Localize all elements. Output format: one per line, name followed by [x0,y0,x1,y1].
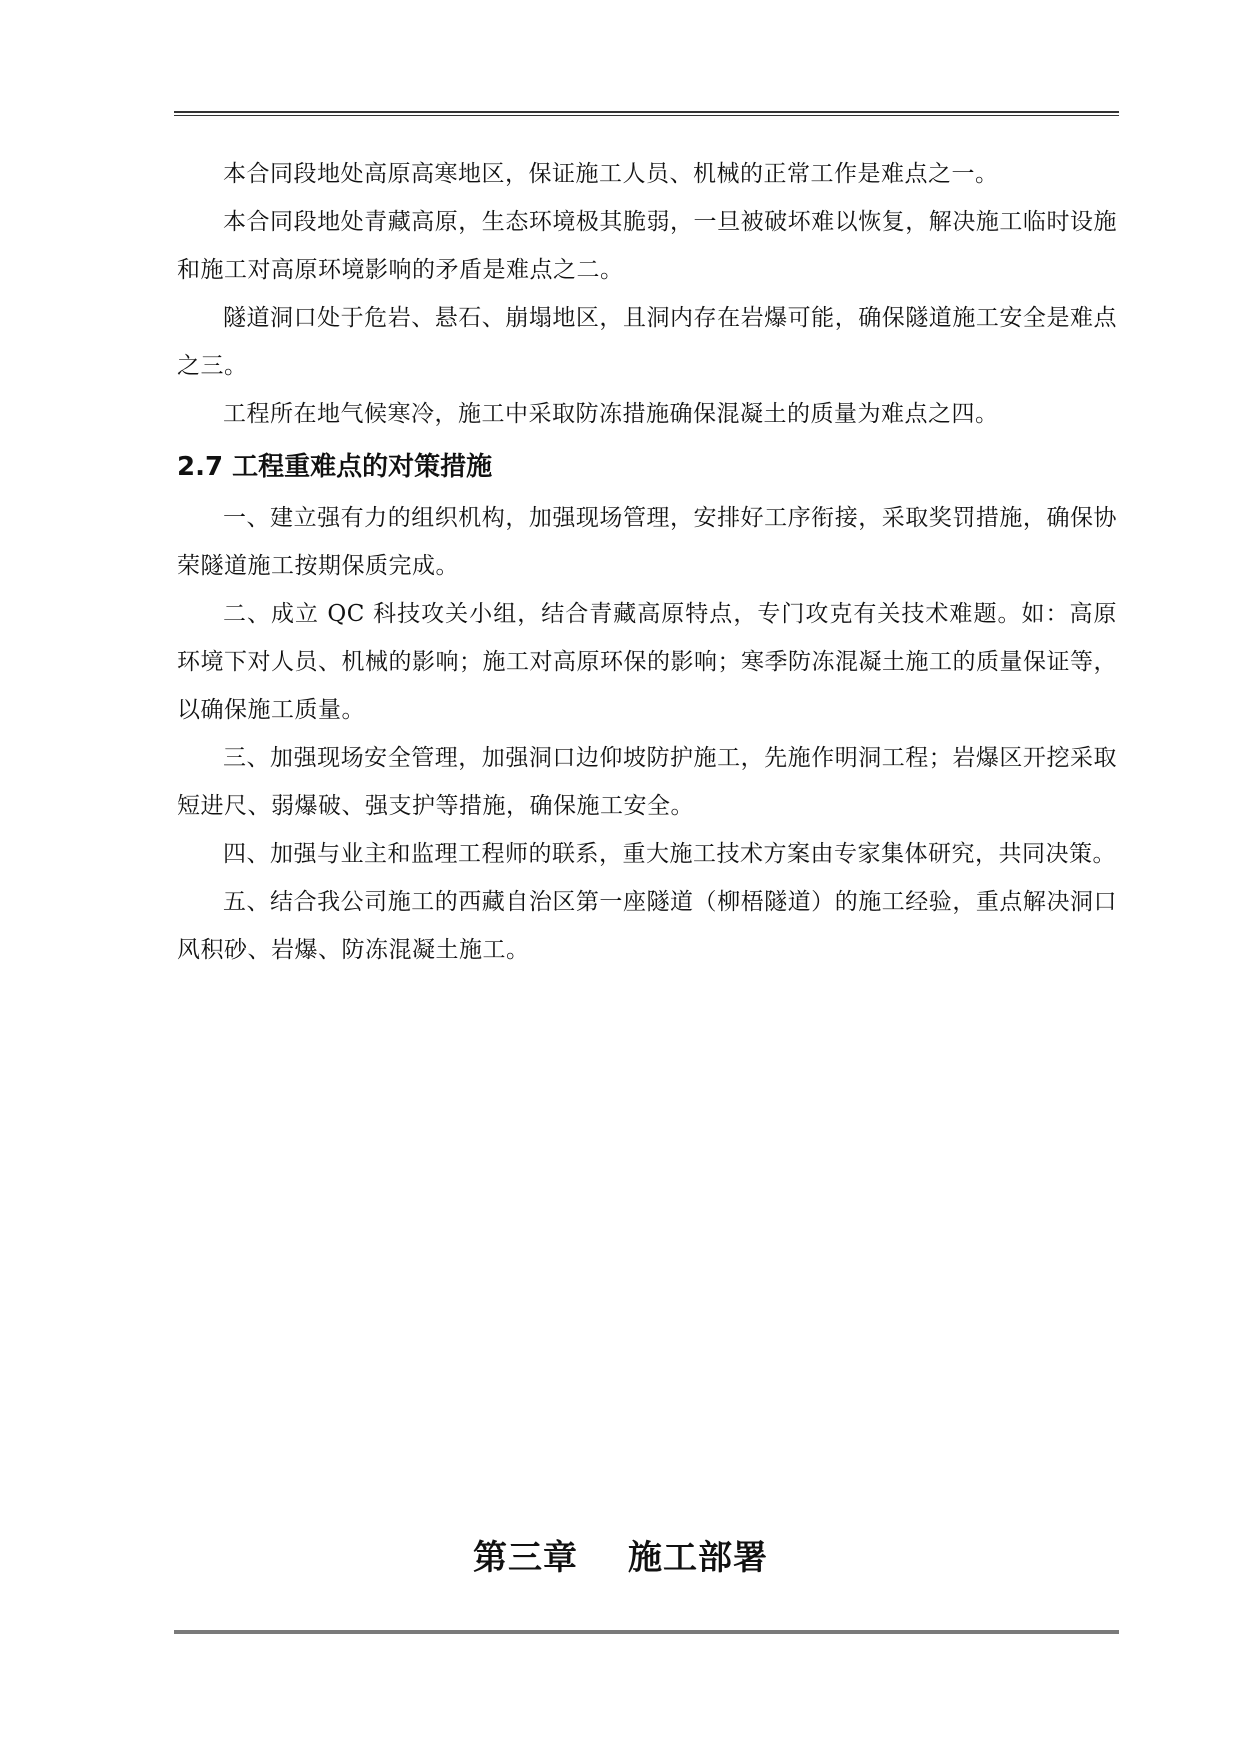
paragraph-difficulty-4: 工程所在地气候寒冷，施工中采取防冻措施确保混凝土的质量为难点之四。 [223,401,999,427]
paragraph-measure-1: 一、建立强有力的组织机构，加强现场管理，安排好工序衔接，采取奖罚措施，确保协荣隧道施工按期保质完成。 [177,505,1117,579]
document-body [177,150,1117,974]
chapter-heading [0,1530,1241,1579]
chapter-number: 第三章 [473,1538,578,1578]
header-rule [174,111,1119,116]
paragraph-measure-2: 二、成立 QC 科技攻关小组，结合青藏高原特点，专门攻克有关技术难题。如：高原环境下对人员、机械的影响；施工对高原环保的影响；寒季防冻混凝土施工的质量保证等，以确保施工质量。 [177,601,1117,723]
paragraph-difficulty-2: 本合同段地处青藏高原，生态环境极其脆弱，一旦被破坏难以恢复，解决施工临时设施和施工对高原环境影响的矛盾是难点之二。 [177,209,1117,283]
section-heading: 2.7 工程重难点的对策措施 [177,452,493,482]
paragraph-measure-4: 四、加强与业主和监理工程师的联系，重大施工技术方案由专家集体研究，共同决策。 [223,841,1116,867]
paragraph-measure-3: 三、加强现场安全管理，加强洞口边仰坡防护施工，先施作明洞工程；岩爆区开挖采取短进尺、弱爆破、强支护等措施，确保施工安全。 [177,745,1117,819]
chapter-title: 施工部署 [628,1538,768,1578]
paragraph-difficulty-1: 本合同段地处高原高寒地区，保证施工人员、机械的正常工作是难点之一。 [223,161,999,187]
paragraph-measure-5: 五、结合我公司施工的西藏自治区第一座隧道（柳梧隧道）的施工经验，重点解决洞口风积砂、岩爆、防冻混凝土施工。 [177,889,1117,963]
footer-rule [174,1630,1119,1634]
paragraph-difficulty-3: 隧道洞口处于危岩、悬石、崩塌地区，且洞内存在岩爆可能，确保隧道施工安全是难点之三。 [177,305,1117,379]
